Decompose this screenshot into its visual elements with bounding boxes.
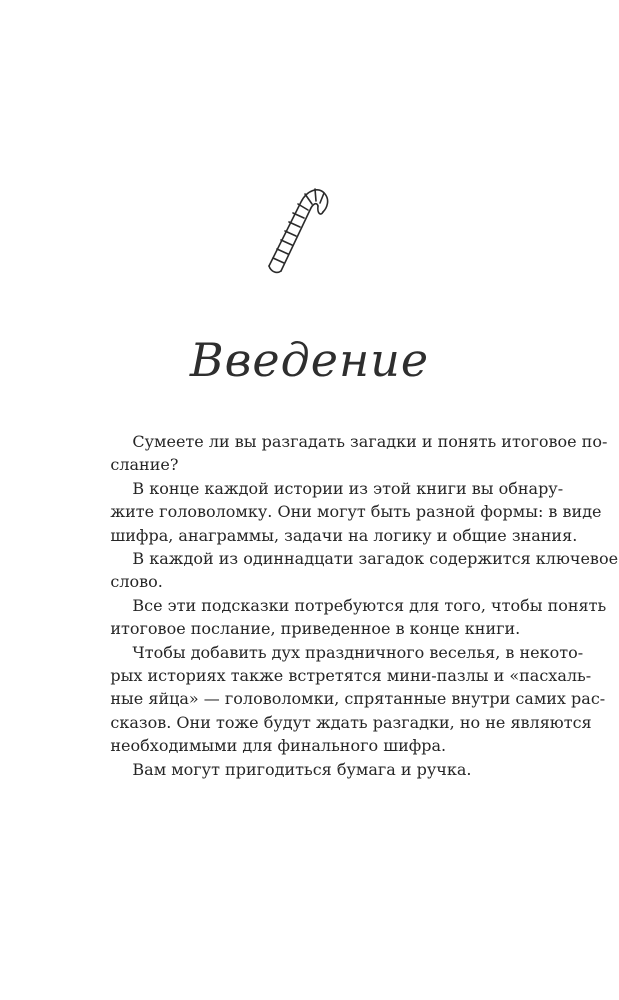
text-line: итоговое послание, приведенное в конце книги.: [110, 619, 521, 639]
paragraph-5: [88, 641, 606, 758]
text-line: ные яйца» — головоломки, спрятанные внутри самих рас-: [110, 689, 606, 709]
text-line: Все эти подсказки потребуются для того, чтобы понять: [132, 595, 607, 615]
paragraph-4: [88, 594, 607, 641]
text-line: Сумеете ли вы разгадать загадки и понять итоговое по-: [132, 432, 608, 451]
text-line: слание?: [110, 455, 179, 475]
paragraph-3: [88, 547, 619, 594]
chapter-title: Введение: [189, 333, 430, 387]
text-line: В каждой из одиннадцати загадок содержится ключевое: [132, 549, 619, 569]
text-line: Вам могут пригодиться бумага и ручка.: [132, 759, 472, 779]
candy-cane-icon: [255, 172, 335, 277]
paragraph-2: [88, 477, 602, 547]
paragraph-1: [88, 430, 608, 477]
paragraph-6: [88, 758, 528, 781]
text-line: Чтобы добавить дух праздничного веселья, в некото-: [132, 642, 584, 662]
text-line: сказов. Они тоже будут ждать разгадки, но не являются: [110, 712, 592, 732]
text-line: необходимыми для финального шифра.: [110, 736, 447, 756]
body-text: [88, 430, 619, 781]
text-line: шифра, анаграммы, задачи на логику и общие знания.: [110, 525, 578, 545]
text-line: слово.: [110, 572, 163, 592]
text-line: В конце каждой истории из этой книги вы обнару-: [132, 478, 564, 498]
text-line: жите головоломку. Они могут быть разной формы: в виде: [110, 502, 602, 522]
text-line: рых историях также встретятся мини-пазлы и «пасхаль-: [110, 666, 592, 686]
